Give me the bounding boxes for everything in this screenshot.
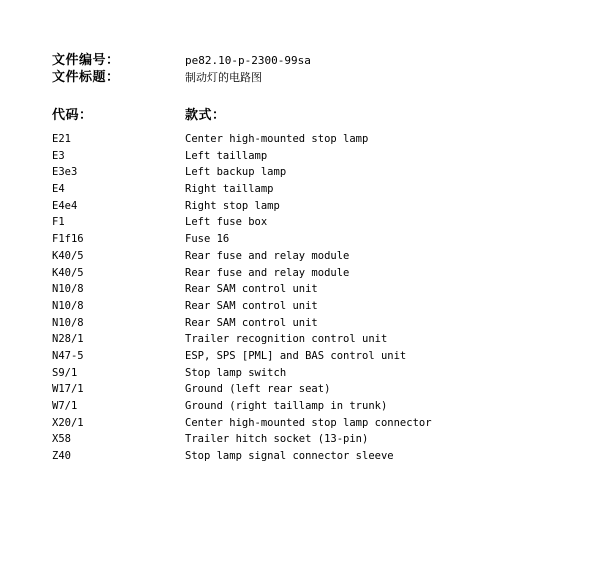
component-code: F1 (52, 216, 65, 229)
component-code: F1f16 (52, 233, 84, 246)
table-row (52, 315, 572, 332)
component-code: N10/8 (52, 316, 84, 329)
table-row (52, 148, 572, 165)
component-description: ESP, SPS [PML] and BAS control unit (185, 349, 407, 362)
document-title-row (52, 66, 572, 83)
table-row (52, 281, 572, 298)
table-row (52, 181, 572, 198)
component-code: Z40 (52, 450, 71, 463)
component-description: Rear fuse and relay module (185, 249, 350, 262)
table-row (52, 398, 572, 415)
component-description: Center high-mounted stop lamp (185, 133, 369, 145)
table-row (52, 331, 572, 348)
document-number-label: 文件编号： (52, 53, 120, 68)
component-description: Rear fuse and relay module (185, 266, 350, 279)
component-description: Center high-mounted stop lamp connector (185, 416, 432, 429)
component-code: K40/5 (52, 249, 84, 262)
table-row (52, 265, 572, 282)
component-description: Right stop lamp (185, 199, 280, 212)
component-code: E4e4 (52, 199, 78, 212)
component-description: Stop lamp switch (185, 366, 287, 379)
component-description: Ground (left rear seat) (185, 383, 331, 396)
table-row (52, 365, 572, 382)
component-code: X58 (52, 433, 71, 446)
code-column-header: 代码： (52, 108, 93, 123)
component-description: Rear SAM control unit (185, 316, 318, 329)
table-row (52, 381, 572, 398)
component-code: E3e3 (52, 166, 78, 179)
component-code: E4 (52, 183, 65, 196)
table-row (52, 214, 572, 231)
style-column-header: 款式： (185, 108, 226, 123)
table-row (52, 164, 572, 181)
component-description: Trailer recognition control unit (185, 333, 388, 346)
component-code: N47-5 (52, 349, 84, 362)
document-title-value: 制动灯的电路图 (185, 71, 262, 84)
document (52, 49, 572, 465)
component-description: Right taillamp (185, 183, 274, 196)
component-description: Left backup lamp (185, 166, 287, 179)
component-code: S9/1 (52, 366, 78, 379)
component-code: X20/1 (52, 416, 84, 429)
component-description: Left fuse box (185, 216, 268, 229)
component-list (52, 131, 572, 465)
component-description: Rear SAM control unit (185, 299, 318, 312)
component-code: N10/8 (52, 299, 84, 312)
component-description: Left taillamp (185, 149, 268, 162)
table-row (52, 298, 572, 315)
table-header (52, 104, 572, 123)
table-row (52, 448, 572, 465)
table-row (52, 248, 572, 265)
component-description: Rear SAM control unit (185, 283, 318, 296)
component-code: E21 (52, 133, 71, 145)
component-code: N10/8 (52, 283, 84, 296)
table-row (52, 431, 572, 448)
component-code: W17/1 (52, 383, 84, 396)
table-row (52, 131, 572, 148)
document-number-row (52, 49, 572, 66)
component-description: Trailer hitch socket (13-pin) (185, 433, 369, 446)
component-code: K40/5 (52, 266, 84, 279)
table-row (52, 348, 572, 365)
component-code: E3 (52, 149, 65, 162)
component-description: Fuse 16 (185, 233, 230, 246)
component-description: Ground (right taillamp in trunk) (185, 400, 388, 412)
document-title-label: 文件标题： (52, 70, 120, 85)
document-number-value: pe82.10-p-2300-99sa (185, 54, 311, 67)
component-code: N28/1 (52, 333, 84, 346)
table-row (52, 198, 572, 215)
table-row (52, 231, 572, 248)
component-description: Stop lamp signal connector sleeve (185, 450, 394, 463)
component-code: W7/1 (52, 400, 78, 412)
table-row (52, 415, 572, 432)
